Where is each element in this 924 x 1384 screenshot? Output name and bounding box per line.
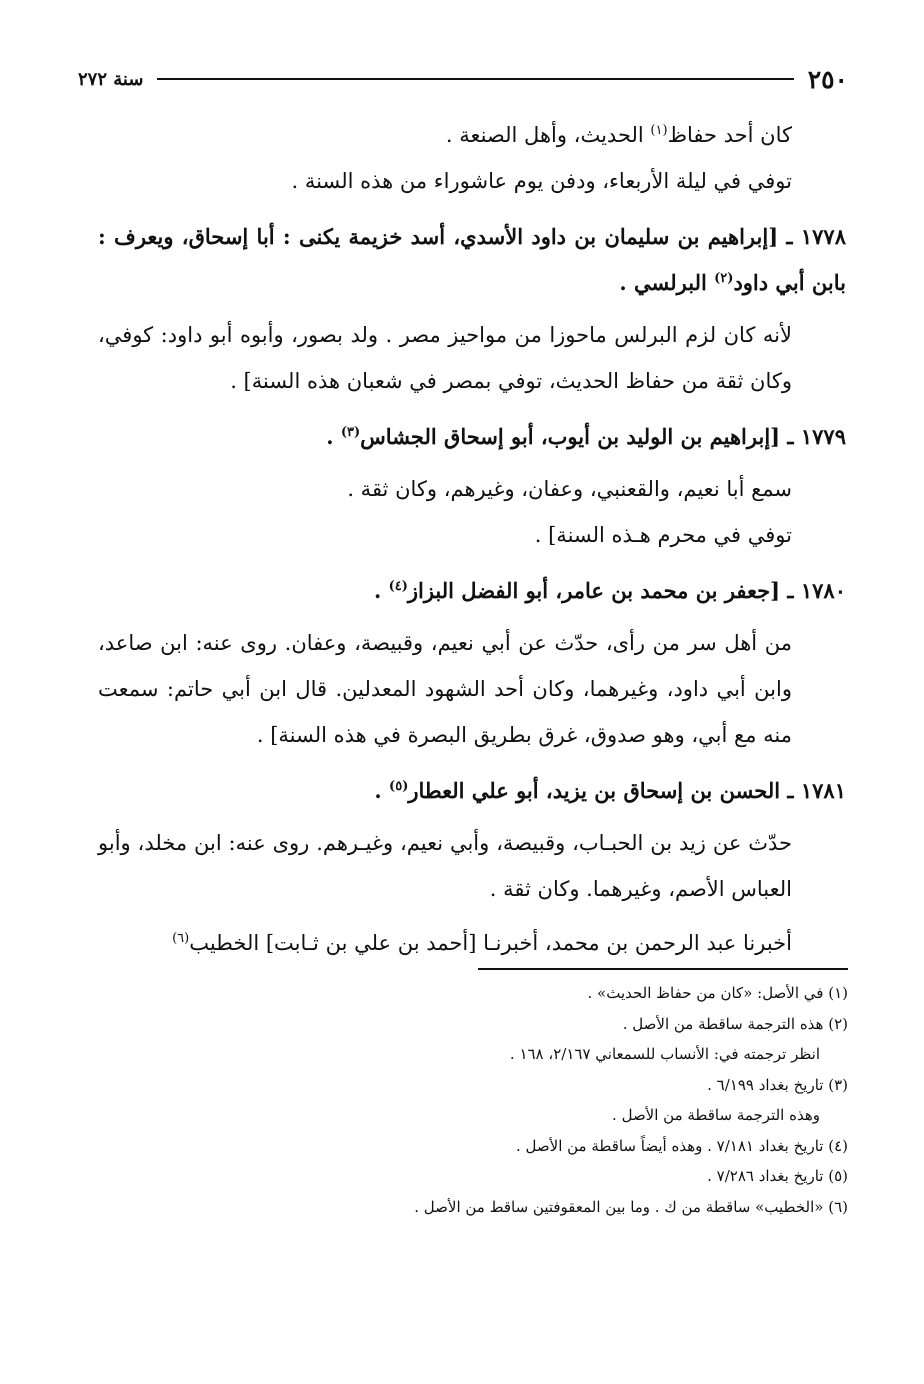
paragraph	[98, 112, 846, 158]
footnote: (٣) تاريخ بغداد ٦/١٩٩ .	[707, 1075, 848, 1094]
header-rule	[157, 78, 793, 80]
footnote-ref: (٤)	[388, 579, 408, 594]
paragraph: توفي في ليلة الأربعاء، ودفن يوم عاشوراء من هذه السنة .	[291, 169, 792, 193]
footnote-ref: (٢)	[714, 271, 734, 286]
heading-text: ١٧٧٩ ـ [إبراهيم بن الوليد بن أيوب، أبو إسحاق الجشاس	[360, 424, 846, 449]
footnote-ref: (٣)	[340, 425, 361, 440]
entry-heading-1779	[98, 414, 846, 460]
heading-text: ١٧٧٨ ـ [إبراهيم بن سليمان بن داود الأسدي، أسد خزيمة يكنى : أبا إسحاق، ويعرف : بابن أبي داود	[98, 224, 846, 295]
paragraph	[98, 920, 846, 966]
footnote-ref: (١)	[650, 123, 668, 138]
paragraph: حدّث عن زيد بن الحبـاب، وقبيصة، وأبي نعيم، وغيـرهم. روى عنه: ابن مخلد، وأبو العباس الأصم، وغيرهما. وكان ثقة .	[98, 831, 792, 901]
footnote-ref: (٥)	[389, 779, 409, 794]
text-span: الحديث، وأهل الصنعة .	[445, 123, 651, 147]
page-header	[78, 62, 848, 96]
heading-text: البرلسي .	[619, 270, 715, 295]
footnote: (٥) تاريخ بغداد ٧/٢٨٦ .	[707, 1167, 848, 1185]
footnote-rule	[478, 968, 848, 970]
heading-text: .	[374, 778, 390, 803]
paragraph: من أهل سر من رأى، حدّث عن أبي نعيم، وقبيصة، وعفان. روى عنه: ابن صاعد، وابن أبي داود، وغيرهما، وكان أحد الشهود المعدلين. قال ابن أبي حاتم: سمعت منه مع أبي، وهو صدوق، غرق بطريق البصرة في هذه السنة] .	[98, 631, 792, 747]
paragraph: سمع أبا نعيم، والقعنبي، وعفان، وغيرهم، وكان ثقة .	[347, 477, 792, 501]
paragraph: توفي في محرم هـذه السنة] .	[534, 523, 792, 547]
footnote: (١) في الأصل: «كان من حفاظ الحديث» .	[587, 984, 848, 1002]
heading-text: ١٧٨٠ ـ [جعفر بن محمد بن عامر، أبو الفضل البزاز	[407, 578, 846, 603]
footnote: (٤) تاريخ بغداد ٧/١٨١ . وهذه أيضاً ساقطة من الأصل .	[516, 1136, 848, 1155]
paragraph: لأنه كان لزم البرلس ماحوزا من مواحيز مصر . ولد بصور، وأبوه أبو داود: كوفي، وكان ثقة من حفاظ الحديث، توفي بمصر في شعبان هذه السنة] .	[98, 323, 792, 393]
text-span: كان أحد حفاظ	[667, 123, 792, 147]
heading-text: ١٧٨١ ـ الحسن بن إسحاق بن يزيد، أبو علي العطار	[408, 778, 846, 803]
footnote: وهذه الترجمة ساقطة من الأصل .	[612, 1106, 820, 1124]
footnote: (٢) هذه الترجمة ساقطة من الأصل .	[622, 1014, 848, 1033]
entry-heading-1781	[98, 768, 846, 814]
year-label: سنة ٢٧٢	[78, 68, 144, 90]
page-number: ٢٥٠	[807, 64, 848, 94]
heading-text: .	[326, 424, 341, 449]
footnote: انظر ترجمته في: الأنساب للسمعاني ٢/١٦٧، ١٦٨ .	[509, 1045, 820, 1063]
entry-heading-1778	[98, 214, 846, 306]
main-text	[98, 112, 846, 966]
footnote: (٦) «الخطيب» ساقطة من ك . وما بين المعقوفتين ساقط من الأصل .	[414, 1197, 848, 1216]
text-span: أخبرنا عبد الرحمن بن محمد، أخبرنـا [أحمد بن علي بن ثـابت] الخطيب	[189, 931, 792, 955]
footnote-ref: (٦)	[172, 931, 190, 946]
entry-heading-1780	[98, 568, 846, 614]
footnotes	[360, 968, 848, 1222]
heading-text: .	[373, 578, 389, 603]
